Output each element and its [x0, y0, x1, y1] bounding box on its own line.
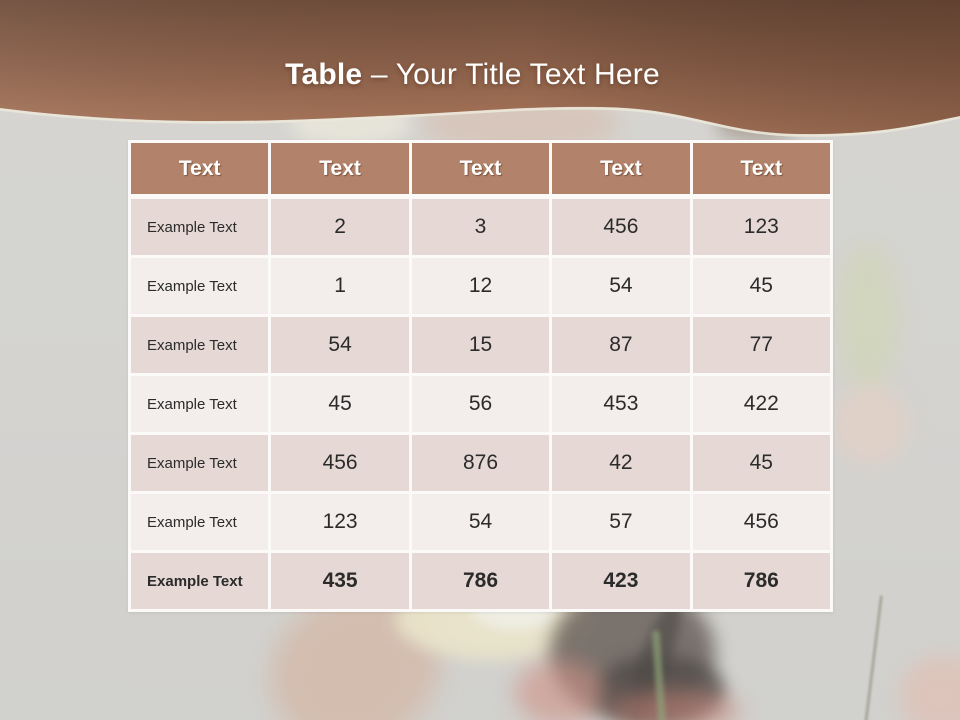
- photo-thin-stem-line: [864, 595, 883, 720]
- table-row-label: Example Text: [131, 435, 268, 491]
- photo-red-dress: [515, 660, 605, 720]
- table-cell: 54: [552, 258, 689, 314]
- table-cell: 57: [552, 494, 689, 550]
- table-cell: 45: [693, 258, 830, 314]
- table-cell: 54: [412, 494, 549, 550]
- table-cell: 456: [271, 435, 408, 491]
- table-cell: 786: [412, 553, 549, 609]
- table-cell: 45: [693, 435, 830, 491]
- table-cell: 42: [552, 435, 689, 491]
- table-row-label: Example Text: [131, 494, 268, 550]
- slide-title-rest: – Your Title Text Here: [370, 58, 660, 91]
- data-table: [128, 140, 833, 612]
- table-cell: 56: [412, 376, 549, 432]
- table-row-label: Example Text: [131, 317, 268, 373]
- table-cell: 435: [271, 553, 408, 609]
- table-row-label: Example Text: [131, 553, 268, 609]
- table-cell: 77: [693, 317, 830, 373]
- photo-dark-ribbon-2: [595, 655, 725, 720]
- table-cell: 876: [412, 435, 549, 491]
- table-cell: 123: [271, 494, 408, 550]
- photo-red-dress-2: [610, 690, 740, 720]
- table-row-label: Example Text: [131, 199, 268, 255]
- table-cell: 87: [552, 317, 689, 373]
- table-header-cell: Text: [131, 143, 268, 194]
- table-cell: 12: [412, 258, 549, 314]
- slide-title: [0, 56, 945, 94]
- photo-green-leaf: [838, 245, 898, 390]
- table-cell: 456: [552, 199, 689, 255]
- table-cell: 2: [271, 199, 408, 255]
- photo-pink-corner: [900, 655, 960, 720]
- table-cell: 3: [412, 199, 549, 255]
- table-cell: 123: [693, 199, 830, 255]
- table-header-cell: Text: [693, 143, 830, 194]
- table-cell: 456: [693, 494, 830, 550]
- photo-pink-blur: [833, 385, 908, 465]
- table-cell: 786: [693, 553, 830, 609]
- table-cell: 54: [271, 317, 408, 373]
- table-header-cell: Text: [412, 143, 549, 194]
- table-cell: 422: [693, 376, 830, 432]
- photo-flower-stem: [652, 630, 667, 720]
- table-header-cell: Text: [271, 143, 408, 194]
- table-cell: 453: [552, 376, 689, 432]
- table-cell: 1: [271, 258, 408, 314]
- table-row-label: Example Text: [131, 258, 268, 314]
- table-cell: 15: [412, 317, 549, 373]
- table-header-cell: Text: [552, 143, 689, 194]
- slide-title-emphasis: Table: [285, 58, 363, 91]
- table-cell: 45: [271, 376, 408, 432]
- table-cell: 423: [552, 553, 689, 609]
- photo-ribbon-streak: [620, 598, 689, 720]
- table-row-label: Example Text: [131, 376, 268, 432]
